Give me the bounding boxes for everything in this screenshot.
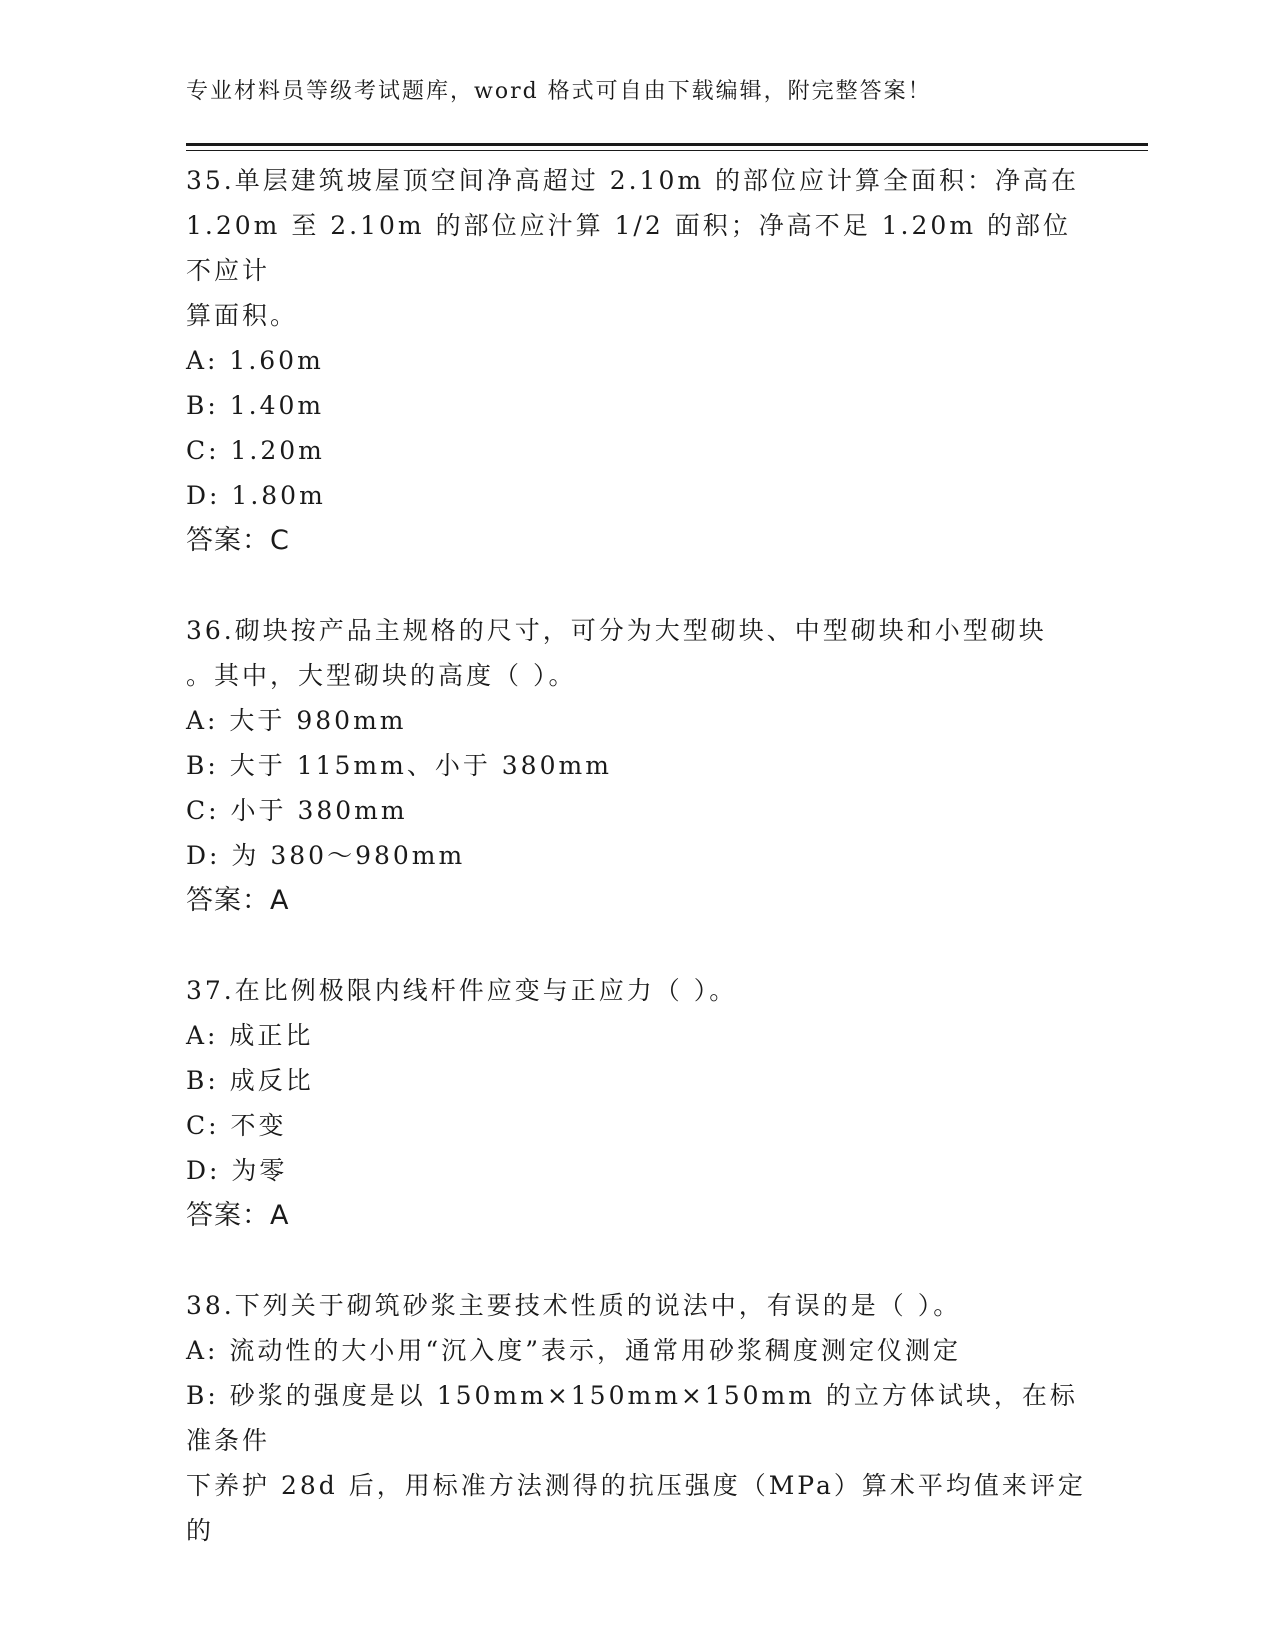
question-37 bbox=[186, 968, 1086, 1238]
answer: 答案：A bbox=[186, 885, 290, 916]
page-header: 专业材料员等级考试题库，word 格式可自由下载编辑，附完整答案！ bbox=[186, 79, 932, 104]
option-b: B: 1.40m bbox=[186, 391, 325, 420]
question-text: 37.在比例极限内线杆件应变与正应力（ ）。 bbox=[186, 976, 738, 1005]
option-c: C: 小于 380mm bbox=[186, 796, 408, 825]
question-text: 36.砌块按产品主规格的尺寸，可分为大型砌块、中型砌块和小型砌块 。其中，大型砌块的高度（ ）。 bbox=[186, 616, 1047, 690]
answer: 答案：C bbox=[186, 525, 290, 556]
option-a: A: 大于 980mm bbox=[186, 706, 407, 735]
answer: 答案：A bbox=[186, 1200, 290, 1231]
header-rule-thin bbox=[186, 150, 1148, 151]
option-d: D: 1.80m bbox=[186, 481, 326, 510]
option-a: A: 成正比 bbox=[186, 1021, 314, 1050]
option-b: B: 砂浆的强度是以 150mm×150mm×150mm 的立方体试块，在标准条件 下养护 28d 后，用标准方法测得的抗压强度（MPa）算术平均值来评定 的 bbox=[186, 1381, 1086, 1545]
option-b: B: 成反比 bbox=[186, 1066, 314, 1095]
option-c: C: 不变 bbox=[186, 1111, 287, 1140]
question-text: 35.单层建筑坡屋顶空间净高超过 2.10m 的部位应计算全面积：净高在 1.20m 至 2.10m 的部位应汁算 1/2 面积；净高不足 1.20m 的部位不应计 算面积。 bbox=[186, 166, 1080, 330]
option-d: D: 为 380～980mm bbox=[186, 841, 466, 870]
question-text: 38.下列关于砌筑砂浆主要技术性质的说法中，有误的是（ ）。 bbox=[186, 1291, 962, 1320]
header-rule-thick bbox=[186, 143, 1148, 146]
question-38 bbox=[186, 1283, 1086, 1553]
option-a: A: 1.60m bbox=[186, 346, 324, 375]
option-d: D: 为零 bbox=[186, 1156, 288, 1185]
question-list bbox=[186, 158, 1086, 1598]
option-c: C: 1.20m bbox=[186, 436, 325, 465]
option-a: A: 流动性的大小用“沉入度”表示，通常用砂浆稠度测定仪测定 bbox=[186, 1336, 961, 1365]
option-b: B: 大于 115mm、小于 380mm bbox=[186, 751, 612, 780]
question-36 bbox=[186, 608, 1086, 923]
question-35 bbox=[186, 158, 1086, 563]
